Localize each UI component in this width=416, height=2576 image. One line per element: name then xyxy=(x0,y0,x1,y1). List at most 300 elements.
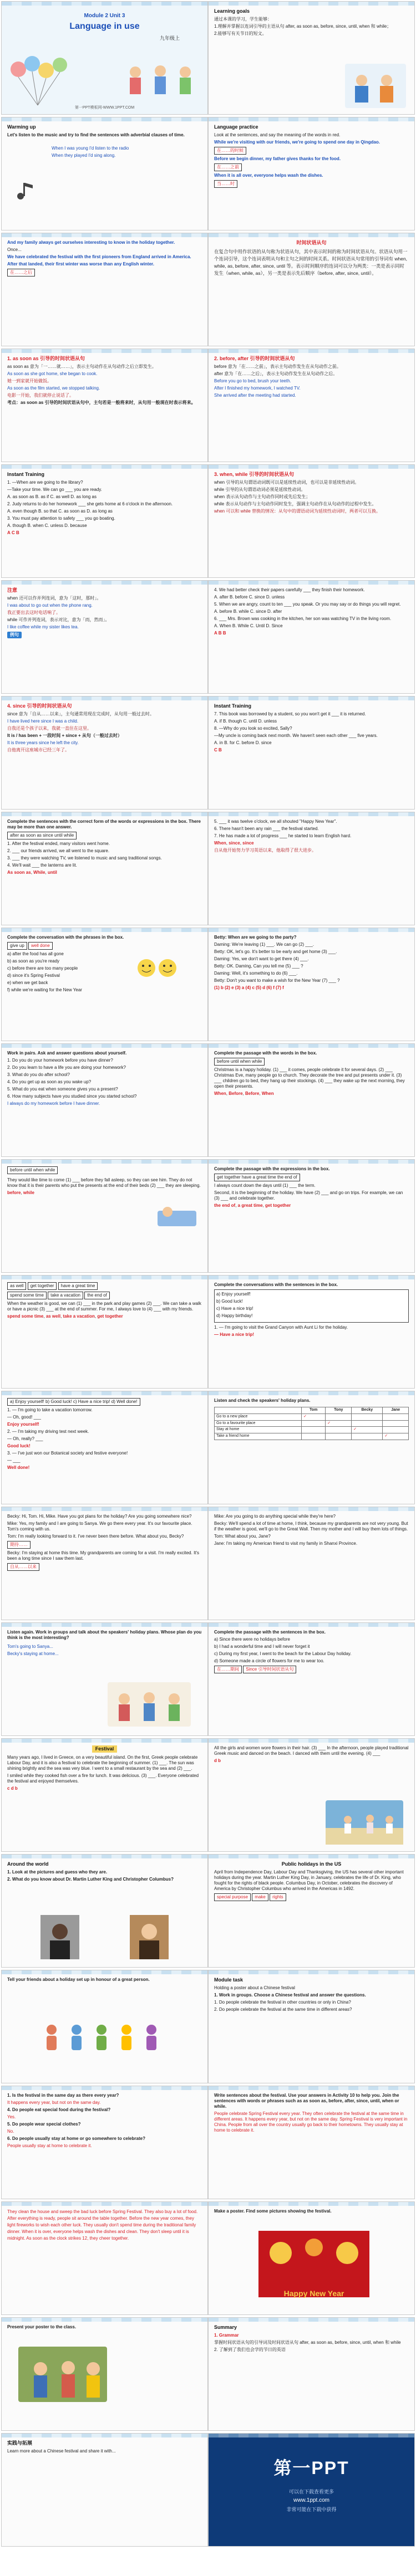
grammar-note: 考点：as soon as 引导的时间状语从句中，主句若是一般将来时，从句用一般现在时表示将来。 xyxy=(7,400,196,406)
grammar-line: as soon as 意为「一……就……」，表示主句动作在从句动作之后立即发生。 xyxy=(7,364,156,370)
answer: When xyxy=(214,841,226,846)
example-button[interactable]: 例句 xyxy=(7,632,22,638)
site-credit: 第一PPT模板网-WWW.1PPT.COM xyxy=(74,106,135,110)
passage: I always count down the days until (1) ___ the term. xyxy=(214,1183,316,1188)
answer: since xyxy=(242,841,254,846)
question: 4. We had better check their papers carefully ___ they finish their homework. xyxy=(214,587,365,592)
phrase-box: take a vacation xyxy=(48,1292,83,1299)
grammar-line: before 意为「在……之前」，表示主句动作发生在从句动作之前。 xyxy=(214,364,341,370)
phrase-option: b) as soon as you're ready xyxy=(7,959,60,964)
exercise-line: 1. After the festival ended, many visitors went home. xyxy=(7,841,110,846)
phrase-box: give up xyxy=(7,942,27,950)
portrait-king xyxy=(40,1915,79,1959)
dialogue-line: Mike: Yes, my family and I are going to Sanya. We go there every year. It's our favourite place. Tom's coming with us. xyxy=(7,1521,192,1532)
question: —My uncle is coming back next month. We haven't seen each other ___ five years. xyxy=(214,733,378,739)
instruction: Complete the conversation with the phrases in the box. xyxy=(7,935,124,940)
table-header: Becky xyxy=(352,1407,383,1414)
dialogue-line: — Oh, really? ___ xyxy=(7,1436,43,1441)
dialogue-line: Betty: When are we going to the party? xyxy=(214,935,297,940)
slide-festival-passage xyxy=(1,1738,208,1852)
exercise-line: 4. We'll wait ___ the lanterns are lit. xyxy=(7,863,77,868)
question: 1. —When are we going to the library? xyxy=(7,480,83,485)
question: 6. Do people usually stay at home or go somewhere to celebrate? xyxy=(7,2136,145,2141)
question: 2. Judy returns to do her homework ___ she gets home at 6 o'clock in the afternoon. xyxy=(7,501,173,507)
example-sentence: After I finished my homework, I watched TV. xyxy=(214,386,301,391)
question: 5. When we are angry, count to ten ___ you speak. Or you may say or do things you will regret. xyxy=(214,602,401,607)
slide-language-practice xyxy=(208,117,415,231)
table-header: Tom xyxy=(302,1407,326,1414)
slide-summary xyxy=(208,2317,415,2431)
dialogue-line: Daming: We're leaving (1) ___. We can go (2) ___. xyxy=(214,942,314,947)
smiley-faces-illustration xyxy=(135,957,180,979)
students-illustration xyxy=(345,64,406,108)
slide-heading: Warming up xyxy=(7,124,36,130)
keyword-box: special purpose xyxy=(214,1893,251,1901)
table-row: Go to a new place ✓ xyxy=(215,1414,409,1420)
sleeping-child-illustration xyxy=(158,1200,196,1227)
question: 7. This book was borrowed by a student, so you won't get it ___ it is returned. xyxy=(214,711,366,717)
grammar-line: It is / has been + 一段时间 + since + 从句（一般过去时） xyxy=(7,733,122,739)
instruction: Work in pairs. Ask and answer questions about yourself. xyxy=(7,1051,127,1056)
slide-examples xyxy=(1,233,208,346)
slide-heading: Summary xyxy=(214,2324,237,2330)
dialogue-line: Mike: Are you going to do anything special while they're here? xyxy=(214,1514,336,1519)
slide-dialogue-1 xyxy=(1,1507,208,1620)
slide-learning-goals xyxy=(208,1,415,115)
instruction: Make a poster. Find some pictures showing the festival. xyxy=(214,2209,332,2214)
answer-line: People usually stay at home to celebrate it. xyxy=(7,2143,92,2148)
answer: get together xyxy=(97,1314,123,1319)
instruction: Complete the passage with the expressions in the box. xyxy=(214,1166,330,1171)
answer: When xyxy=(261,1091,274,1096)
translation: 她一到家就开始做饭。 xyxy=(7,378,52,384)
phrase-box: the end of xyxy=(84,1292,110,1299)
table-header: Jane xyxy=(383,1407,409,1414)
table-header: Tony xyxy=(326,1407,352,1414)
question: 1. Look at the pictures and guess who they are. xyxy=(7,1870,108,1875)
answer: spend some time xyxy=(7,1314,44,1319)
answers: (1) b (2) e (3) a (4) c (5) d (6) f (7) f xyxy=(214,985,284,990)
slide-holiday-plans-table xyxy=(208,1391,415,1504)
slide-passage-sentences xyxy=(208,1622,415,1736)
dialogue-line: Jane: I'm taking my American friend to visit my family in Shanxi Province. xyxy=(214,1541,358,1546)
translation: 自从他开始努力学习英语以来，他取得了很大进步。 xyxy=(214,848,316,853)
note-box: 期待…… xyxy=(7,1541,31,1549)
slide-warming-up xyxy=(1,117,208,231)
question: 2. Do people celebrate the festival at the same time in different areas? xyxy=(214,2007,352,2012)
answer: take a vacation xyxy=(63,1314,95,1319)
slide-title xyxy=(1,1,208,115)
exercise-line: 6. There hasn't been any rain ___ the festival started. xyxy=(214,826,319,831)
slide-heading: Learning goals xyxy=(214,8,250,14)
answer: Before xyxy=(245,1091,260,1096)
grammar-line: when 表示从句动作与主句动作同时或先后发生； xyxy=(214,494,311,500)
slide-instant-training-2 xyxy=(208,580,415,694)
slide-expressions: Complete the passage with the expressions in the box. get together have a great time the end of I always count down the days until (1) ___ the term. Second, it is the beginning of the holiday. We have (2) ___ and go on trips. For example, we can (3) ___ and celebrate together. the end of, a great time, get together xyxy=(208,1159,415,1273)
example-sentence: When it is all over, everyone helps wash the dishes. xyxy=(214,173,323,178)
question: 1. Is the festival in the same day as there every year? xyxy=(7,2093,119,2098)
word-box: after as soon as since until while xyxy=(7,832,77,839)
instruction: 1. Work in groups. Choose a Chinese festival and answer the questions. xyxy=(214,1993,366,1998)
dialogue-line: — Oh, good! ___ xyxy=(7,1415,41,1420)
example-sentence: After that landed, their first winter was worse than any English winter. xyxy=(7,262,154,267)
word-box: before until when while xyxy=(7,1166,58,1174)
answer-line: Yes. xyxy=(7,2114,16,2119)
new-year-poster xyxy=(258,2231,369,2297)
exercise-line: 2. ___ our friends arrived, we all went to the square. xyxy=(7,848,110,853)
instruction: Present your poster to the class. xyxy=(7,2324,77,2329)
exercise-line: 7. He has made a lot of progress ___ he started to learn English hard. xyxy=(214,833,352,838)
answer-line: When I was young I'd listen to the radio xyxy=(52,146,129,151)
question: 5. Do people wear special clothes? xyxy=(7,2122,81,2127)
phrase-box: well done xyxy=(28,942,53,950)
note-box: Since 引导时间状语从句 xyxy=(243,1666,296,1673)
module-label: Module 2 Unit 3 xyxy=(84,13,125,19)
translation: 自他离开这座城市已经三年了。 xyxy=(7,747,69,753)
table-row: Take a friend home ✓ xyxy=(215,1433,409,1440)
phrase-option: c) before there are too many people xyxy=(7,966,78,971)
slide-as-soon-as xyxy=(1,349,208,462)
answer: When xyxy=(214,1091,226,1096)
dialogue-line: 1. — I'm going to visit the Grand Canyon with Aunt Li for the holiday. xyxy=(214,1325,348,1330)
answer: Before xyxy=(229,1091,243,1096)
sentence-option: c) During my first year, I went to the beach for the Labour Day holiday. xyxy=(214,1651,352,1656)
brand-url[interactable]: www.1ppt.com xyxy=(293,2497,330,2504)
row-label: Go to a favourite place xyxy=(215,1420,302,1427)
answer-box: 在……之前 xyxy=(214,163,242,171)
instruction: Complete the sentences with the correct form of the words or expressions in the box. There may be more than one answer. xyxy=(7,819,201,829)
options: A. as soon as B. as if C. as well D. as long as xyxy=(7,494,97,500)
slide-instant-training-1 xyxy=(1,464,208,578)
answer: B xyxy=(219,747,222,753)
question: —Take your time. We can go ___ you are ready. xyxy=(7,487,102,493)
options: A. even though B. so that C. as soon as D. as long as xyxy=(7,509,113,514)
grammar-line: when 还可以作并列连词，意为「这时，那时」。 xyxy=(7,596,102,601)
table-row: Stay at home ✓ xyxy=(215,1427,409,1433)
passage: They would like time to come (1) ___ before they fall asleep, so they can see him. They do not know that it is their parents who put the presents at the end of their beds (2) ___ they are sleeping. xyxy=(7,1177,201,1188)
answer: Good luck! xyxy=(7,1443,31,1448)
question: 3. What do you do after school? xyxy=(7,1072,70,1077)
options: A. after B. before C. since D. unless xyxy=(214,595,285,600)
slide-public-holidays xyxy=(208,1854,415,1968)
slide-pair-work xyxy=(1,1043,208,1157)
slide-make-poster xyxy=(208,2201,415,2315)
dialogue-line: — ___ xyxy=(7,1458,21,1463)
question: 2. Do you learn to have a life you are doing your homework? xyxy=(7,1065,126,1070)
slide-christmas-passage-2: before until when while They would like time to come (1) ___ before they fall asleep, so they can see him. They do not know that it is their parents who put the presents at the end of their beds (2) ___ they are sleeping. before, while xyxy=(1,1159,208,1273)
passage: Second, it is the beginning of the holiday. We have (2) ___ and go on trips. For example, we can (3) ___ and celebrate together. xyxy=(214,1190,403,1201)
slide-heading: Instant Training xyxy=(214,703,252,709)
slide-heading: 1. as soon as 引导的时间状语从句 xyxy=(7,356,85,361)
example-sentence: I like coffee while my sister likes tea. xyxy=(7,624,79,630)
slide-heading: 4. since 引导的时间状语从句 xyxy=(7,703,72,709)
answer: Well done! xyxy=(7,1465,30,1470)
question: 2. What do you know about Dr. Martin Luther King and Christopher Columbus? xyxy=(7,1877,174,1882)
grammar-line: while 表示从句动作与主句动作同时发生，强调主句动作在从句动作的过程中发生。 xyxy=(214,501,377,507)
summary-line: 1. Grammar xyxy=(214,2333,239,2338)
slide-conversation-sentences-2 xyxy=(1,1391,208,1504)
slide-heading: Around the world xyxy=(7,1861,49,1867)
dialogue-line: 1. — I'm going to take a vacation tomorrow. xyxy=(7,1407,93,1412)
answer: A xyxy=(7,530,11,536)
passage: Christmas is a happy holiday. (1) ___ it comes, people celebrate it for several days. (2) ___ Christmas Eve, many people go to church. They decorate the tree and put presents under it. (3) ___ children go to bed, they hang up their stockings. (4) ___ they wake up the next morning, they open their presents. xyxy=(214,1067,405,1089)
phrase-box: spend some time xyxy=(7,1292,47,1299)
slide-heading: 注意 xyxy=(7,587,18,593)
portrait-columbus xyxy=(130,1915,169,1959)
answer: B xyxy=(16,530,19,536)
kids-illustration xyxy=(119,61,202,100)
keyword-box: rights xyxy=(270,1893,286,1901)
slide-heading: 时间状语从句 xyxy=(296,240,327,245)
options: A. if B. though C. until D. unless xyxy=(214,719,277,724)
answer: b xyxy=(218,1758,221,1763)
example-sentence: While we're visiting with our friends, we're going to spend one day in Qingdao. xyxy=(214,140,380,145)
example-sentence: We have celebrated the festival with the first pioneers from England arrived in America. xyxy=(7,254,191,259)
dialogue-line: Betty: Don't you want to make a wish for the New Year (7) ___ ? xyxy=(214,978,340,983)
grammar-line: when 可以和 while 替换的情况：从句中的谓语动词为延续性动词时，两者可以互换。 xyxy=(214,509,381,514)
translation: 自我还是个孩子以来，我就一直住在这里。 xyxy=(7,726,92,731)
slide-heading: Instant Training xyxy=(7,472,45,477)
sentence-option: a) Since there were no holidays before xyxy=(214,1637,290,1642)
answer: Enjoy yourself! xyxy=(7,1422,39,1427)
slide-festival-questions xyxy=(1,2086,208,2199)
people-icons-illustration xyxy=(40,2021,163,2055)
poster-banner: Happy New Year xyxy=(283,2289,344,2298)
sentence-option: d) Someone made a circle of flowers for me to wear too. xyxy=(214,1658,324,1663)
grammar-line: while 可作并列连词，表示对比，意为「而，然而」。 xyxy=(7,617,110,623)
balloons-illustration xyxy=(7,53,74,108)
grammar-line: since 意为「自从……以来」，主句通常用现在完成时，从句用一般过去时。 xyxy=(7,711,154,717)
answer: the end of xyxy=(214,1203,236,1208)
slide-instant-training-3 xyxy=(208,696,415,810)
options: A. before B. while C. since D. after xyxy=(214,609,282,614)
row-label: Stay at home xyxy=(215,1427,302,1433)
example-sentence: And my family always get ourselves interesting to know in the holiday together. xyxy=(7,240,175,245)
slide-note xyxy=(1,580,208,694)
slide-exercise-2: 5. ___ it was twelve o'clock, we all shouted "Happy New Year". 6. There hasn't been any rain ___ the festival started. 7. He has made a lot of progress ___ he started to learn English hard. When, since, since 自从他开始努力学习英语以来，他取得了很大进步。 xyxy=(208,812,415,925)
answer: As soon as xyxy=(7,870,31,875)
slide-present-poster xyxy=(1,2317,208,2431)
answer: — Have a nice trip! xyxy=(214,1332,255,1337)
question: 5. What do you eat when someone gives you a present? xyxy=(7,1087,118,1092)
question: 1. Do you do your homework before you have dinner? xyxy=(7,1058,113,1063)
answers: A B B xyxy=(214,631,226,636)
phrase-option: f) while we're waiting for the New Year xyxy=(7,987,82,992)
instruction: Write sentences about the festival. Use your answers in Activity 10 to help you. Join the sentences with words or phrases such as as soon as, before, after, since, until, when or while. xyxy=(214,2093,399,2109)
dialogue-line: Becky: I'm staying at home this time. My grandparents are coming for a visit. I'm really excited. It's been a long time since I saw them last. xyxy=(7,1550,200,1561)
exercise-line: 3. ___ they were watching TV, we listened to music and sang traditional songs. xyxy=(7,856,162,861)
example-sentence: She arrived after the meeting had started. xyxy=(214,393,296,398)
translation: 我正要出去这时电话响了。 xyxy=(7,610,60,616)
grammar-line: after 意为「在……之后」，表示主句动作发生在从句动作之后。 xyxy=(214,371,338,377)
sample-answer: Becky's staying at home... xyxy=(7,1651,59,1656)
slide-heading: 2. before, after 引导的时间状语从句 xyxy=(214,356,295,361)
slide-heading: Language practice xyxy=(214,124,258,130)
grammar-text: 在复合句中用作状语的从句称为状语从句，其中表示时间的称为时间状语从句。状语从句用一个连词引导，这个连词表明从句和主句之间的时间关系。时间状语从句常用的引导词有 when, while, as, before, after, since, until 等。表示时间顺序的连词可以分为两类：一类是表示同时发生（when, while, as），另一类是表示先后顺序（before, after, since, until）。 xyxy=(214,249,408,276)
sentence-option: b) Good luck! xyxy=(216,1299,243,1304)
dialogue-line: Daming: Yes, we don't want to get there (4) ___. xyxy=(214,956,309,961)
instruction: Listen and check the speakers' holiday plans. xyxy=(214,1398,311,1403)
example-sentence: As soon as the film started, we stopped talking. xyxy=(7,386,100,391)
plans-table xyxy=(214,1407,409,1440)
answer: C xyxy=(12,530,15,536)
sample-writing: People celebrate Spring Festival every year. They often celebrate the festival at the same time in different areas. It happens every year, but not on the same day. Spring Festival is very important in China. People from all over the country usually go back to their hometowns. They usually stay at home to celebrate it. xyxy=(214,2111,408,2133)
slide-before-after xyxy=(208,349,415,462)
slide-heading xyxy=(7,1745,202,1753)
question: 4. Do you get up as soon as you wake up? xyxy=(7,1079,92,1084)
example-sentence: I was about to go out when the phone rang. xyxy=(7,603,93,608)
phrase-option: d) since it's Spring Festival xyxy=(7,973,60,978)
answer: since xyxy=(229,841,240,846)
sample-answer: Tom's going to Sanya... xyxy=(7,1644,53,1649)
group-illustration xyxy=(108,1682,191,1727)
note-box: 自从……以来 xyxy=(7,1563,39,1571)
answer: C xyxy=(214,747,217,753)
dialogue-line: Becky: We'll spend a lot of time at home, I think, because my grandparents are not very young. But if the weather is good, we'll go to the Great Wall. Then my mother and I will buy them lots of things. xyxy=(214,1521,408,1532)
phrase-box: have a great time xyxy=(58,1282,98,1290)
phrase-option: a) after the food has all gone xyxy=(7,951,64,956)
instruction: Complete the passage with the sentences in the box. xyxy=(214,1630,326,1635)
slide-conversation xyxy=(208,928,415,1041)
slide-conversation-phrases xyxy=(1,928,208,1041)
instruction: Look at the sentences, and say the meaning of the words in red. xyxy=(214,132,341,138)
grade-label: 九年级上 xyxy=(159,35,180,41)
dialogue-line: Betty: OK, let's go. It's better to be early and get home (3) ___. xyxy=(214,949,337,954)
instruction: Listen again. Work in groups and talk about the speakers' holiday plans. Whose plan do you think is the most interesting? xyxy=(7,1630,202,1640)
sample-writing: They clean the house and sweep the bad luck before Spring Festival. They also buy a lot of food. After everything is ready, people sit around the table together. Before the new year comes, they light fireworks to wish each other luck. They usually don't spend time during the traditional family dinner. When it is over, everyone helps wash the dishes and clean. They don't sleep until it is midnight. As soon as the clock strikes 12, they cheer together. xyxy=(7,2209,198,2241)
brand-line: 非常可能在下载中获得 xyxy=(286,2506,337,2512)
translation: 电影一开始，我们就停止说话了。 xyxy=(7,393,74,398)
slide-expressions-2: as well get together have a great time spend some time take a vacation the end of When the weather is good, we can (1) ___ in the park and play games (2) ___. We can take a walk or have a picnic (3) ___ at the end of summer. For me, I always love to (4) ___ with my friends. spend some time, as well, take a vacation, get together xyxy=(1,1275,208,1389)
dialogue-line: 3. — I've just won our Botanical society and festive everyone! xyxy=(7,1451,128,1456)
slide-dialogue-2 xyxy=(208,1507,415,1620)
slide-festival-passage-2 xyxy=(208,1738,415,1852)
dialogue-line: Daming: Well, it's something to do (6) ___. xyxy=(214,971,298,976)
sentence-option: a) Enjoy yourself! xyxy=(216,1292,251,1297)
answer-box: 当……时 xyxy=(214,180,237,188)
instruction: Tell your friends about a holiday set up in honour of a great person. xyxy=(7,1977,150,1982)
slide-module-task xyxy=(208,1970,415,2083)
slide-when-while xyxy=(208,464,415,578)
slide-exercise-1: Complete the sentences with the correct form of the words or expressions in the box. There may be more than one answer. after as soon as since until while 1. After the festival ended, many visitors went home. 2. ___ our friends arrived, we all went to the square. 3. ___ they were watching TV, we listened to music and sang traditional songs. 4. We'll wait ___ the lanterns are lit. As soon as, While, until xyxy=(1,812,208,925)
answer: before xyxy=(7,1190,21,1195)
passage: April from Independence Day, Labour Day and Thanksgiving, the US has several other important holidays during the year. Martin Luther King Day, in January, celebrates the life of Dr. King, who fought for the rights of black people. Columbus Day, in October, celebrates the discovery of America by Christopher Columbus who arrived in the Americas in 1492. xyxy=(214,1870,404,1892)
unit-title: Language in use xyxy=(69,21,140,31)
instruction: Let's listen to the music and try to find the sentences with adverbial clauses of time. xyxy=(7,132,185,138)
slide-tell-friends xyxy=(1,1970,208,2083)
answer: b xyxy=(14,1786,18,1791)
phrase-option: e) when we get back xyxy=(7,980,48,985)
slide-write-sentences xyxy=(208,2086,415,2199)
example-sentence: I have lived here since I was a child. xyxy=(7,719,79,724)
passage: All the girls and women wore flowers in their hair. (3) ___ In the afternoon, people played traditional Greek music and danced on the beach. I danced with them until the evening. (4) ___ xyxy=(214,1745,409,1756)
answer-line: When they played I'd sing along. xyxy=(52,153,116,158)
slide-brand xyxy=(208,2433,415,2547)
dialogue-line: Tom: I'm really looking forward to it. I've never been there before. What about you, Becky? xyxy=(7,1534,184,1539)
slide-group-discussion xyxy=(1,1622,208,1736)
grammar-line: while 引导的从句谓语动词必须是延续性动词。 xyxy=(214,487,306,493)
slide-grammar-intro xyxy=(208,233,415,346)
answer: while xyxy=(23,1190,34,1195)
instruction: Complete the passage with the words in the box. xyxy=(214,1051,317,1056)
slide-conversation-sentences xyxy=(208,1275,415,1389)
summary-line: 2. 了解到了我们也会学的节日的英语 xyxy=(214,2347,286,2353)
question: 3. You must pay attention to safety ___ you go boating. xyxy=(7,516,115,521)
passage: When the weather is good, we can (1) ___ in the park and play games (2) ___. We can take a walk or have a picnic (3) ___ at the end of summer. For me, I always love to (4) ___ with my friends. xyxy=(7,1301,201,1312)
table-header xyxy=(215,1407,302,1414)
passage: I smiled while they cooked fish over a fire for lunch. It was delicious. (3) ___. Everyone celebrated the festival and enjoyed themselves. xyxy=(7,1773,199,1784)
goal-line: 通过本课的学习，学生能够： xyxy=(214,17,272,22)
sample-answer: I always do my homework before I have dinner. xyxy=(7,1101,100,1106)
keyword-box: make xyxy=(252,1893,268,1901)
example-sentence: It is three years since he left the city. xyxy=(7,740,79,746)
row-label: Take a friend home xyxy=(215,1433,302,1440)
passage: Many years ago, I lived in Greece, on a very beautiful island. On the first, Greek people celebrate Labour Day, and it is also a festival to celebrate the beginning of summer. (1) ___. The sun was shining brightly and the sea was very blue. I went to a small restaurant by the sea and (2) ___. xyxy=(7,1755,198,1771)
phrase-box: as well xyxy=(7,1282,26,1290)
slide-heading: Module task xyxy=(214,1977,243,1983)
example-sentence: Once... xyxy=(7,247,22,252)
answer: a great time xyxy=(237,1203,263,1208)
row-label: Go to a new place xyxy=(215,1414,302,1420)
options: A. though B. when C. unless D. because xyxy=(7,523,87,529)
goal-line: 1.理解并掌握以连词引导的主语从句 after, as soon as, before, since, until, when 和 while； xyxy=(214,24,392,29)
sentence-option: b) I had a wonderful time and I will never forget it xyxy=(214,1644,310,1649)
festival-ribbon: Festival xyxy=(92,1745,118,1753)
slide-heading: 实践与拓展 xyxy=(7,2440,33,2446)
answer-line: No. xyxy=(7,2129,14,2134)
question: 6. ___ Mrs. Brown was cooking in the kitchen, her son was watching TV in the living room. xyxy=(214,616,392,621)
slide-heading: 3. when, while 引导的时间状语从句 xyxy=(214,472,295,477)
example-sentence: Before you go to bed, brush your teeth. xyxy=(214,378,291,384)
answer: d xyxy=(214,1758,217,1763)
brand-line: 可以在下载查看更多 xyxy=(288,2489,334,2495)
options: A. When B. While C. Until D. Since xyxy=(214,623,283,628)
answer: While xyxy=(33,870,45,875)
options: A. in B. for C. before D. since xyxy=(214,740,272,746)
goal-line: 2.能够写有关节日的短文。 xyxy=(214,31,267,37)
example-sentence: As soon as she got home, she began to cook. xyxy=(7,371,98,377)
question: 6. How many subjects have you studied since you started school? xyxy=(7,1094,137,1099)
dialogue-line: Betty: OK. Daming, Can you tell me (5) ___ ? xyxy=(214,964,303,969)
subtitle: Holding a poster about a Chinese festival xyxy=(214,1985,295,1991)
dialogue-line: Becky: Hi, Tom. Hi, Mike. Have you got plans for the holiday? Are you going somewhere nice? xyxy=(7,1514,192,1519)
note-box: 在……期间 xyxy=(214,1666,242,1673)
slide-spring-festival-text xyxy=(1,2201,208,2315)
answer: c xyxy=(7,1786,10,1791)
word-box: before until when while xyxy=(214,1058,265,1066)
example-sentence: Before we begin dinner, my father gives thanks for the food. xyxy=(214,156,341,162)
phrase-box: get together xyxy=(28,1282,57,1290)
summary-line: 掌握时间状语从句的引导词及时间状语从句 after, as soon as, before, since, until, when 和 while xyxy=(214,2340,401,2345)
answer-box: 在……之后 xyxy=(7,269,35,276)
question: 1. Do people celebrate the festival in other countries or only in China? xyxy=(214,2000,351,2005)
word-box: get together have a great time the end of xyxy=(214,1174,300,1181)
slide-heading: Public holidays in the US xyxy=(281,1861,342,1867)
answer: get together xyxy=(265,1203,291,1208)
question: 8. —Why do you look so excited, Sally? xyxy=(214,726,292,731)
answer-box: 在……的时候 xyxy=(214,147,246,155)
answer: until xyxy=(47,870,57,875)
brand-logo: 第一PPT xyxy=(273,2458,349,2478)
dancers-photo xyxy=(326,1800,403,1845)
answer-line: It happens every year, but not on the same day. xyxy=(7,2100,101,2105)
music-icon xyxy=(13,180,35,202)
grammar-line: when 引导的从句谓语动词既可以是延续性动词，也可以是非延续性动词。 xyxy=(214,480,359,485)
sentence-box: a) Enjoy yourself! b) Good luck! c) Have a nice trip! d) Well done! xyxy=(7,1398,140,1406)
sentence-option: c) Have a nice trip! xyxy=(216,1306,253,1311)
slide-around-the-world xyxy=(1,1854,208,1968)
slide-practice xyxy=(1,2433,208,2547)
